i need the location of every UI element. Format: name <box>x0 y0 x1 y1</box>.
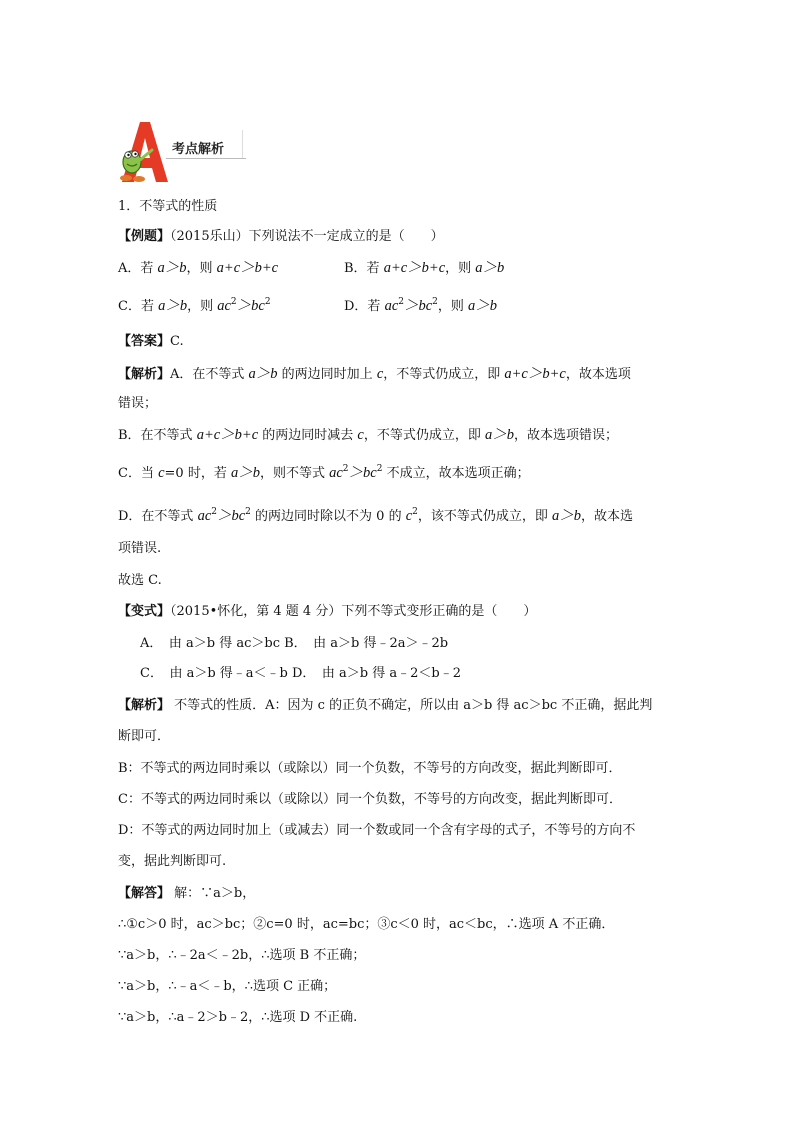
analysis-d-math1a: ac <box>197 508 212 524</box>
analysis-c-c: c <box>158 465 165 481</box>
analysis-line-1 <box>118 365 631 384</box>
analysis-d-prefix: D．在不等式 <box>118 509 198 524</box>
option-d-mid: ，则 <box>437 299 469 314</box>
analysis-a-mid: 的两边同时加上 <box>277 367 377 382</box>
analysis-line-d: D．在不等式 $ac^2>bc^2$ 的两边同时除以不为 0 的 $c^2$，该不等式仍成立，即 a＞b，故本选 <box>118 507 634 524</box>
analysis-b-math2: a＞b <box>484 427 514 443</box>
analysis-c-mid2: ，则不等式 <box>259 466 330 481</box>
section-title: 1．不等式的性质 <box>118 199 218 214</box>
variant-options-1: A． 由 a＞b 得 ac＞bc B． 由 a＞b 得﹣2a＞﹣2b <box>140 636 449 651</box>
variant-analysis-tag: 【解析】 <box>118 698 171 713</box>
solution-tag: 【解答】 <box>118 886 171 901</box>
analysis-c-math2b: ＞bc <box>348 465 377 481</box>
option-c-prefix: C．若 <box>118 299 159 314</box>
analysis-d-mid: 的两边同时除以不为 0 的 <box>250 509 406 524</box>
option-a-mid: ，则 <box>186 261 217 276</box>
answer-tag: 【答案】 <box>118 334 171 349</box>
option-a-prefix: A．若 <box>118 261 158 276</box>
answer-line <box>118 333 184 351</box>
option-d-prefix: D．若 <box>344 299 385 314</box>
variant-options-2: C． 由 a＞b 得﹣a＜﹣b D． 由 a＞b 得 a﹣2＜b﹣2 <box>140 666 461 681</box>
option-b-math1: a+c＞b+c <box>383 260 446 276</box>
analysis-b-mid: 的两边同时减去 <box>258 428 358 443</box>
analysis-b-end: ，故本选项错误； <box>513 428 618 443</box>
option-d: D．若 $ac^2>bc^2$，则 a＞b <box>344 297 498 314</box>
analysis-d-c: c <box>405 508 413 524</box>
option-b <box>344 259 504 278</box>
solution-line-4: ∵a＞b，∴﹣a＜﹣b，∴选项 C 正确； <box>118 979 337 994</box>
letter-a-mascot-icon <box>116 120 172 186</box>
option-a-math1: a＞b <box>157 260 187 276</box>
header-divider <box>242 130 243 158</box>
option-c-math1: a＞b <box>158 298 188 314</box>
variant-analysis-line-5: D：不等式的两边同时加上（或减去）同一个数或同一个含有字母的式子，不等号的方向不 <box>118 823 636 838</box>
analysis-d-mid2: ，该不等式仍成立，即 <box>417 509 553 524</box>
option-b-mid: ，则 <box>445 261 476 276</box>
solution-line-2: ∴①c＞0 时，ac＞bc；②c=0 时，ac=bc；③c＜0 时，ac＜bc，∴选项 A 不正确． <box>118 917 615 932</box>
variant-analysis-line-1 <box>118 697 652 715</box>
analysis-b-mid2: ，不等式仍成立，即 <box>363 428 485 443</box>
option-d-math1a: ac <box>384 298 399 314</box>
analysis-d-end: ，故本选 <box>581 509 634 524</box>
solution-text-1: 解：∵a＞b， <box>170 886 256 901</box>
option-d-math2: a＞b <box>468 298 498 314</box>
analysis-a-prefix: A．在不等式 <box>170 367 249 382</box>
solution-line-3: ∵a＞b，∴﹣2a＜﹣2b，∴选项 B 不正确； <box>118 948 366 963</box>
variant-analysis-text-1: 不等式的性质．A：因为 c 的正负不确定，所以由 a＞b 得 ac＞bc 不正确，据此判 <box>170 698 653 713</box>
analysis-c-prefix: C．当 <box>118 466 159 481</box>
section-header <box>116 120 246 186</box>
variant-analysis-line-3: B：不等式的两边同时乘以（或除以）同一个负数，不等号的方向改变，据此判断即可． <box>118 761 622 776</box>
analysis-d-math2: a＞b <box>552 508 582 524</box>
option-c-math2a: ac <box>217 298 231 314</box>
analysis-line-c: C．当 c=0 时，若 a＞b，则不等式 $ac^2>bc^2$ 不成立，故本选项正确； <box>118 464 530 481</box>
option-c-math2b: ＞bc <box>236 298 265 314</box>
variant-tag: 【变式】 <box>118 604 171 619</box>
analysis-a-mid2: ，不等式仍成立，即 <box>383 367 505 382</box>
analysis-a-c: c <box>376 366 384 382</box>
analysis-c-end: 不成立，故本选项正确； <box>382 466 530 481</box>
analysis-a-end: ，故本选项 <box>565 367 631 382</box>
analysis-line-b <box>118 426 618 445</box>
solution-line-5: ∵a＞b，∴a﹣2＞b﹣2，∴选项 D 不正确. <box>118 1010 358 1025</box>
option-b-prefix: B．若 <box>344 261 384 276</box>
analysis-a-math2: a+c＞b+c <box>504 366 566 382</box>
analysis-line-2: 错误； <box>118 396 158 411</box>
example-question-text: （2015乐山）下列说法不一定成立的是（ ） <box>170 229 444 244</box>
option-c-mid: ，则 <box>187 299 218 314</box>
analysis-b-math1: a+c＞b+c <box>196 427 259 443</box>
solution-line-1 <box>118 885 255 903</box>
analysis-tag: 【解析】 <box>118 367 171 382</box>
header-title: 考点解析 <box>172 142 225 157</box>
example-question <box>118 228 444 246</box>
conclusion: 故选 C. <box>118 573 162 588</box>
variant-analysis-line-4: C：不等式的两边同时乘以（或除以）同一个负数，不等号的方向改变，据此判断即可． <box>118 792 622 807</box>
analysis-d-math1b: ＞bc <box>216 508 246 524</box>
variant-analysis-line-6: 变，据此判断即可. <box>118 854 227 869</box>
analysis-line-d2: 项错误. <box>118 541 162 556</box>
variant-question <box>118 603 536 621</box>
analysis-c-mid: =0 时，若 <box>164 466 231 481</box>
example-tag: 【例题】 <box>118 229 171 244</box>
option-c: C．若 a＞b，则 $ac^2>bc^2$ <box>118 297 271 314</box>
variant-analysis-line-2: 断即可． <box>118 729 171 744</box>
answer-text: C. <box>170 334 184 349</box>
analysis-b-c: c <box>357 427 364 443</box>
option-b-math2: a＞b <box>475 260 505 276</box>
analysis-b-prefix: B．在不等式 <box>118 428 197 443</box>
header-underline <box>166 158 246 159</box>
analysis-c-math1: a＞b <box>230 465 260 481</box>
option-a <box>118 259 278 278</box>
option-d-math1b: ＞bc <box>403 298 433 314</box>
option-a-math2: a+c＞b+c <box>216 260 279 276</box>
analysis-c-math2a: ac <box>329 465 343 481</box>
variant-question-text: （2015•怀化，第 4 题 4 分）下列不等式变形正确的是（ ） <box>170 604 537 619</box>
analysis-a-math1: a＞b <box>248 366 278 382</box>
